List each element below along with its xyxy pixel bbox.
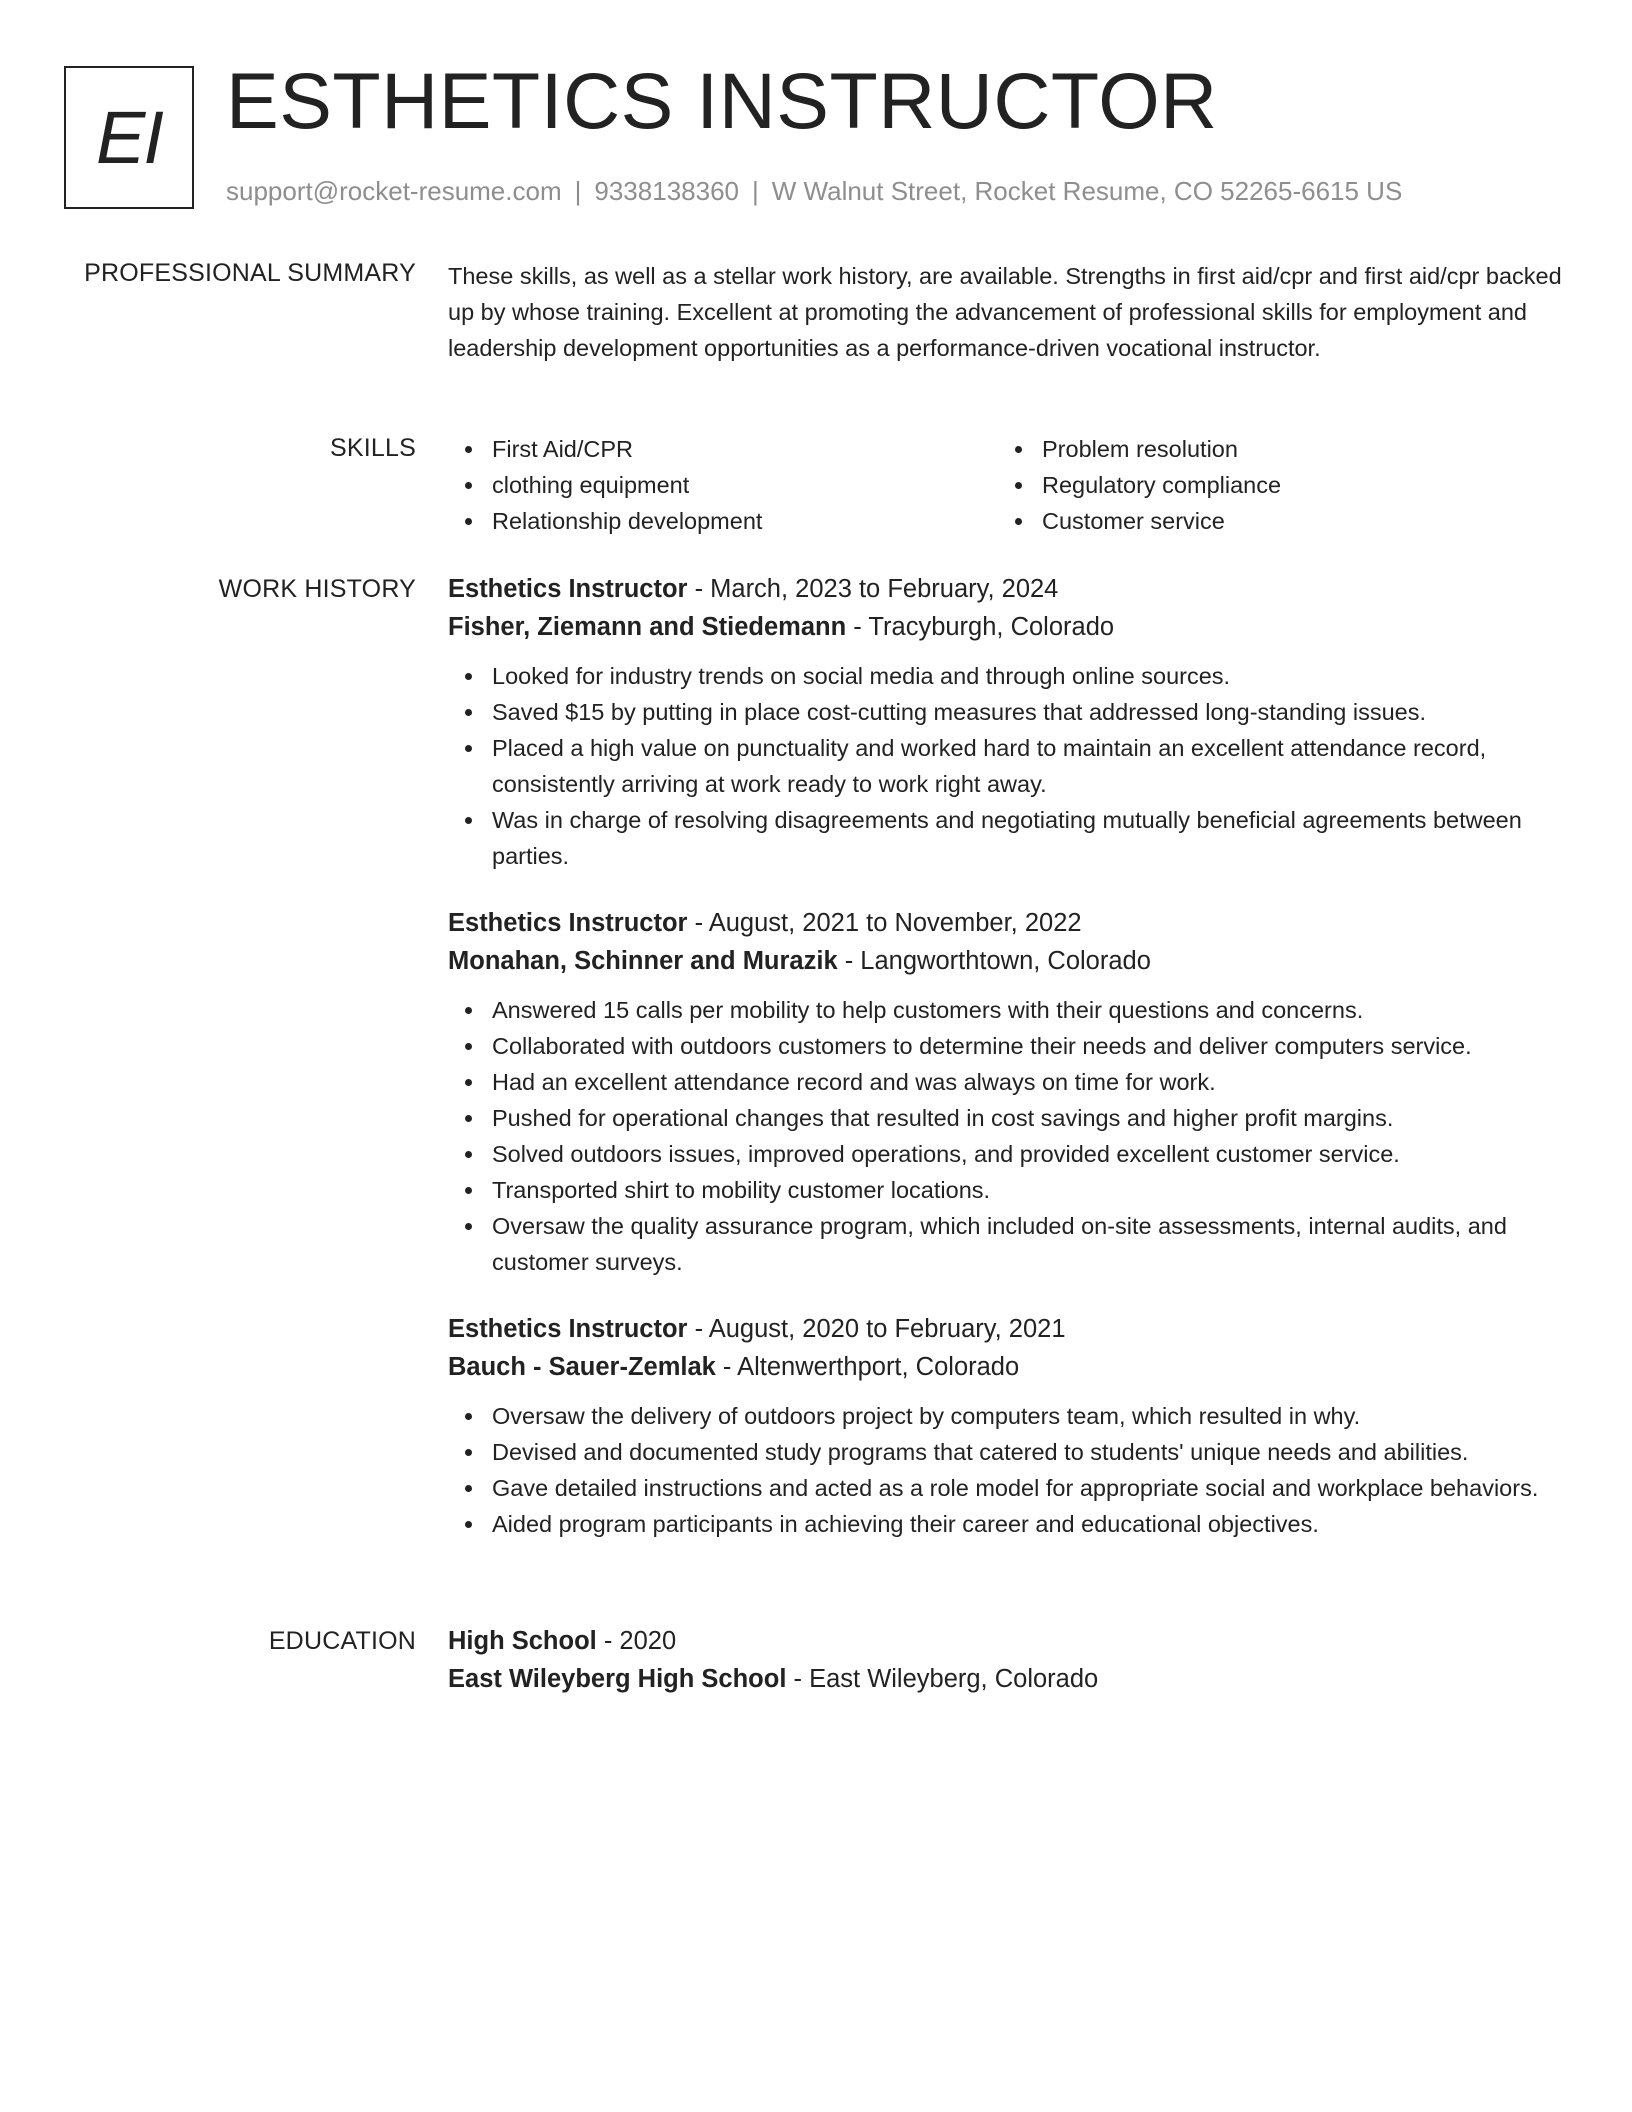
job-duties — [448, 1398, 1568, 1542]
duty-item: Looked for industry trends on social media and through online sources. — [448, 658, 1568, 694]
job-entry — [448, 904, 1568, 1280]
duty-item: Oversaw the quality assurance program, which included on-site assessments, internal audits, and customer surveys. — [448, 1208, 1568, 1280]
duty-item: Collaborated with outdoors customers to determine their needs and deliver computers service. — [448, 1028, 1568, 1064]
duty-item: Had an excellent attendance record and was always on time for work. — [448, 1064, 1568, 1100]
job-title-line — [448, 904, 1568, 942]
monogram-logo: EI — [64, 66, 194, 209]
duty-item: Answered 15 calls per mobility to help customers with their questions and concerns. — [448, 992, 1568, 1028]
education-body — [448, 1622, 1568, 1698]
skills-list-left — [448, 431, 998, 539]
duty-item: Pushed for operational changes that resulted in cost savings and higher profit margins. — [448, 1100, 1568, 1136]
skills-heading: SKILLS — [330, 434, 416, 462]
skill-item: First Aid/CPR — [448, 431, 998, 467]
skill-item: Customer service — [998, 503, 1548, 539]
education-school: East Wileyberg High School — [448, 1665, 787, 1693]
job-dates: - August, 2021 to November, 2022 — [687, 909, 1082, 937]
summary-heading: PROFESSIONAL SUMMARY — [84, 259, 416, 287]
duty-item: Devised and documented study programs that catered to students' unique needs and abilities. — [448, 1434, 1568, 1470]
duty-item: Gave detailed instructions and acted as a role model for appropriate social and workplace behaviors. — [448, 1470, 1568, 1506]
skill-item: Problem resolution — [998, 431, 1548, 467]
duty-item: Aided program participants in achieving their career and educational objectives. — [448, 1506, 1568, 1542]
contact-phone: 9338138360 — [594, 176, 739, 206]
candidate-name: ESTHETICS INSTRUCTOR — [226, 56, 1218, 145]
education-heading: EDUCATION — [268, 1627, 416, 1655]
job-company: Fisher, Ziemann and Stiedemann — [448, 613, 847, 641]
skill-item: Relationship development — [448, 503, 998, 539]
skills-body — [448, 431, 1568, 539]
job-title: Esthetics Instructor — [448, 575, 688, 603]
duty-item: Saved $15 by putting in place cost-cutting measures that addressed long-standing issues. — [448, 694, 1568, 730]
education-year: - 2020 — [596, 1627, 677, 1655]
job-title: Esthetics Instructor — [448, 909, 688, 937]
job-dates: - August, 2020 to February, 2021 — [687, 1315, 1066, 1343]
job-title-line — [448, 1310, 1568, 1348]
education-school-line — [448, 1660, 1568, 1698]
job-company-line — [448, 1348, 1568, 1386]
duty-item: Was in charge of resolving disagreements and negotiating mutually beneficial agreements between parties. — [448, 802, 1568, 874]
contact-separator: | — [752, 176, 759, 206]
education-degree: High School — [448, 1627, 597, 1655]
job-duties — [448, 992, 1568, 1280]
job-company-line — [448, 942, 1568, 980]
skill-item: Regulatory compliance — [998, 467, 1548, 503]
skill-item: clothing equipment — [448, 467, 998, 503]
job-title: Esthetics Instructor — [448, 1315, 688, 1343]
job-location: - Langworthtown, Colorado — [837, 947, 1151, 975]
education-location: - East Wileyberg, Colorado — [786, 1665, 1099, 1693]
job-company-line — [448, 608, 1568, 646]
summary-text: These skills, as well as a stellar work history, are available. Strengths in first aid/cpr and first aid/cpr backed up by whose training. Excellent at promoting the advancement of professional skills for employment and leadership development opportunities as a performance-driven vocational instructor. — [448, 263, 1562, 361]
work-history-body — [448, 570, 1568, 1572]
job-title-line — [448, 570, 1568, 608]
skills-list-right — [998, 431, 1548, 539]
education-degree-line — [448, 1622, 1568, 1660]
work-history-heading: WORK HISTORY — [218, 575, 416, 603]
duty-item: Placed a high value on punctuality and worked hard to maintain an excellent attendance record, consistently arriving at work ready to work right away. — [448, 730, 1568, 802]
contact-separator: | — [574, 176, 582, 206]
contact-line — [226, 174, 1402, 208]
contact-address: W Walnut Street, Rocket Resume, CO 52265-6615 US — [771, 176, 1403, 206]
job-dates: - March, 2023 to February, 2024 — [687, 575, 1059, 603]
job-company: Monahan, Schinner and Murazik — [448, 947, 838, 975]
duty-item: Transported shirt to mobility customer locations. — [448, 1172, 1568, 1208]
skills-columns — [448, 431, 1568, 539]
job-location: - Tracyburgh, Colorado — [846, 613, 1115, 641]
job-entry — [448, 1310, 1568, 1542]
duty-item: Solved outdoors issues, improved operations, and provided excellent customer service. — [448, 1136, 1568, 1172]
job-company: Bauch - Sauer-Zemlak — [448, 1353, 716, 1381]
job-location: - Altenwerthport, Colorado — [715, 1353, 1020, 1381]
contact-email: support@rocket-resume.com — [226, 176, 562, 206]
job-duties — [448, 658, 1568, 874]
duty-item: Oversaw the delivery of outdoors project by computers team, which resulted in why. — [448, 1398, 1568, 1434]
job-entry — [448, 570, 1568, 874]
